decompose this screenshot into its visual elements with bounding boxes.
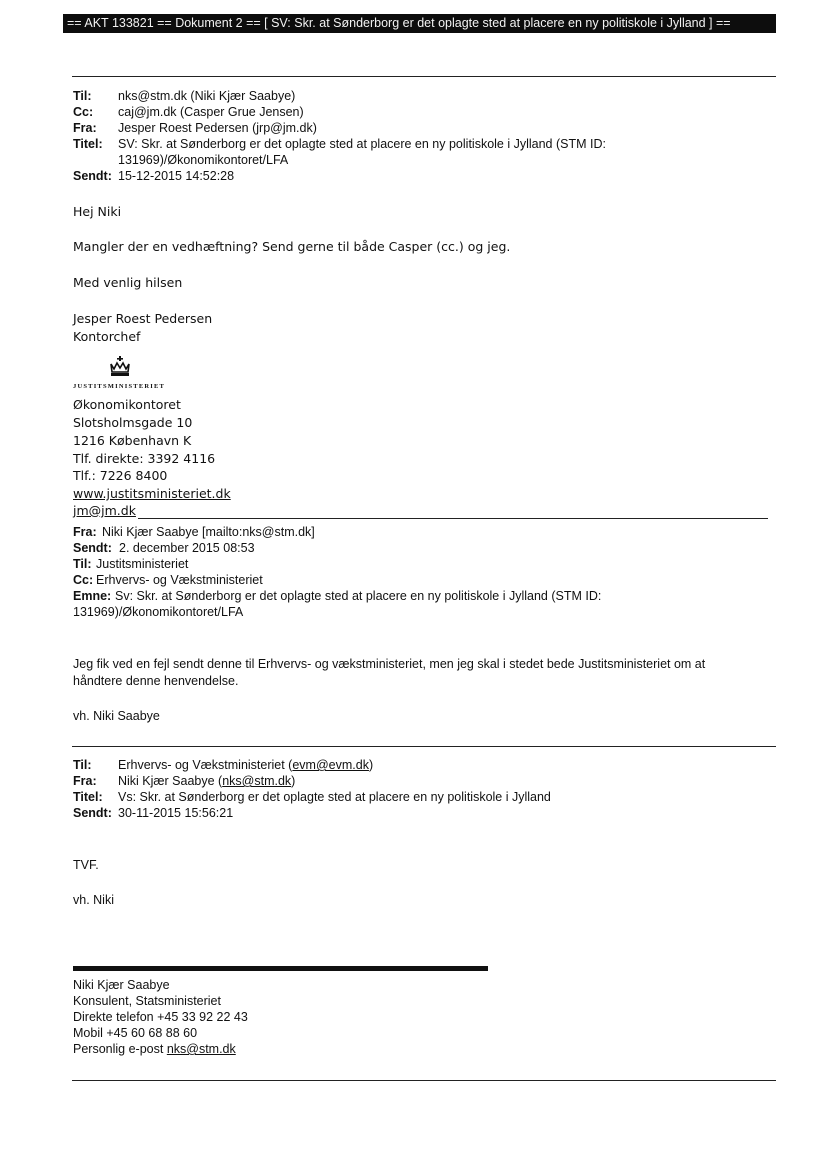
email1-from-row [73,120,773,136]
email1-title-row [73,136,773,168]
title-label: Titel: [73,137,103,151]
sent-label: Sendt: [73,169,112,183]
divider [138,518,768,519]
email2-subject-line2: 131969)/Økonomikontoret/LFA [73,605,244,619]
email1-signature-role: Kontorchef [73,329,141,344]
email3-from-email[interactable]: nks@stm.dk [222,774,292,788]
sent-label: Sendt: [73,806,112,820]
ministry-logo-text: JUSTITSMINISTERIET [73,383,166,390]
email3-to-name: Erhvervs- og Vækstministeriet ( [118,758,293,772]
cc-label: Cc: [73,573,94,587]
email1-signature-office: Økonomikontoret [73,397,181,412]
email1-sent-row [73,168,773,184]
email1-signature-phone: Tlf.: 7226 8400 [73,468,168,483]
divider [72,746,776,747]
email2-header [73,524,773,624]
email1-signature-name: Jesper Roest Pedersen [73,311,213,326]
email3-to-end: ) [368,758,374,772]
email2-to-row [73,556,773,572]
from-label: Fra: [73,525,97,539]
to-label: Til: [73,758,92,772]
crown-logo-icon [108,356,132,383]
divider [72,76,776,77]
email3-signature-mobile: Mobil +45 60 68 88 60 [73,1026,198,1040]
email1-greeting: Hej Niki [73,204,122,219]
email1-title-line1: SV: Skr. at Sønderborg er det oplagte sted at placere en ny politiskole i Jylland (STM ID: [118,137,606,151]
email3-signature-role: Konsulent, Statsministeriet [73,994,221,1008]
from-label: Fra: [73,121,97,135]
email2-sent-row [73,540,773,556]
title-label: Titel: [73,790,103,804]
email1-message: Mangler der en vedhæftning? Send gerne til både Casper (cc.) og jeg. [73,239,511,254]
email3-from-end: ) [291,774,296,788]
email3-signoff: vh. Niki [73,893,114,907]
email1-signature-phone-direct: Tlf. direkte: 3392 4116 [73,451,216,466]
email1-signature-website[interactable]: www.justitsministeriet.dk [73,486,231,501]
document-header-text: == AKT 133821 == Dokument 2 == [ SV: Skr. at Sønderborg er det oplagte sted at placere en ny politiskole i Jylland ] == [67,16,731,30]
email3-to-row [73,757,773,773]
from-label: Fra: [73,774,97,788]
email1-signature-street: Slotsholmsgade 10 [73,415,193,430]
email1-cc[interactable]: caj@jm.dk (Casper Grue Jensen) [118,105,304,119]
email2-from-row [73,524,773,540]
email2-message-line1: Jeg fik ved en fejl sendt denne til Erhvervs- og vækstministeriet, men jeg skal i stedet bede Justitsministeriet om at [73,657,706,671]
to-label: Til: [73,557,92,571]
email3-title-row [73,789,773,805]
email3-to-email[interactable]: evm@evm.dk [292,758,369,772]
email1-header [73,88,773,188]
subject-label: Emne: [73,589,112,603]
email3-sent-row [73,805,773,821]
email1-cc-row [73,104,773,120]
email3-from-name: Niki Kjær Saabye ( [118,774,223,788]
email2-cc-row [73,572,773,588]
email1-sent: 15-12-2015 14:52:28 [118,169,235,183]
email2-message-line2: håndtere denne henvendelse. [73,674,239,688]
email1-signature-city: 1216 København K [73,433,192,448]
email1-from[interactable]: Jesper Roest Pedersen (jrp@jm.dk) [118,121,317,135]
email1-to[interactable]: nks@stm.dk (Niki Kjær Saabye) [118,89,296,103]
email2-subject-row [73,588,773,620]
email1-to-row [73,88,773,104]
email2-from[interactable]: Niki Kjær Saabye [mailto:nks@stm.dk] [102,525,315,539]
email3-sent: 30-11-2015 15:56:21 [118,806,234,820]
email2-subject-line1: Sv: Skr. at Sønderborg er det oplagte sted at placere en ny politiskole i Jylland (STM ID: [115,589,602,603]
email2-to[interactable]: Justitsministeriet [96,557,189,571]
email3-message: TVF. [73,858,99,872]
email2-signoff: vh. Niki Saabye [73,709,160,723]
sent-label: Sendt: [73,541,112,555]
email3-signature-name: Niki Kjær Saabye [73,978,170,992]
email3-signature-personal-email[interactable]: nks@stm.dk [166,1042,236,1056]
email3-signature-personal-email-row [73,1041,236,1057]
email3-signature-direct-phone: Direkte telefon +45 33 92 22 43 [73,1010,248,1024]
email3-header [73,757,773,823]
email1-closing: Med venlig hilsen [73,275,183,290]
email1-title-line2: 131969)/Økonomikontoret/LFA [118,153,289,167]
document-header-bar [63,14,776,33]
divider [72,1080,776,1081]
email2-sent: 2. december 2015 08:53 [119,541,255,555]
email2-cc[interactable]: Erhvervs- og Vækstministeriet [96,573,263,587]
email3-from-row [73,773,773,789]
cc-label: Cc: [73,105,94,119]
signature-separator-bar [73,966,488,971]
personal-email-label: Personlig e-post [73,1042,167,1056]
email3-title: Vs: Skr. at Sønderborg er det oplagte sted at placere en ny politiskole i Jylland [118,790,551,804]
to-label: Til: [73,89,92,103]
email1-signature-email[interactable]: jm@jm.dk [73,503,136,518]
